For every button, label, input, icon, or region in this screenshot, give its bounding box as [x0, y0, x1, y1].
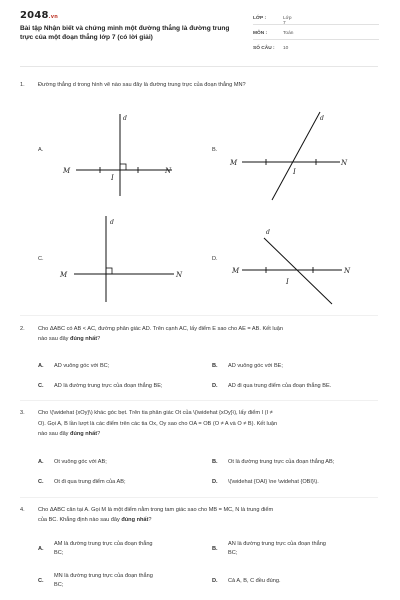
question-4-prefix: của BC. Khẳng định nào sau đây [38, 517, 122, 523]
line-d [272, 112, 320, 200]
divider [253, 24, 379, 25]
question-4-number: 4. [20, 507, 25, 513]
meta-subject-value: Toán [283, 31, 294, 36]
logo-suffix: .vn [48, 14, 58, 20]
option-text: Ot là đường trung trực của đoạn thẳng AB; [228, 459, 335, 465]
option-letter: A. [38, 363, 44, 369]
question-2-suffix: ? [97, 336, 101, 342]
option-text [54, 540, 153, 558]
option-text [54, 572, 153, 590]
divider [20, 400, 378, 401]
label-i: I [286, 278, 289, 286]
figure-b-label[interactable]: B. [212, 147, 218, 153]
question-2-number: 2. [20, 326, 25, 332]
question-2-text [38, 324, 378, 344]
right-angle-mark [120, 164, 126, 170]
option-text: Ot vuông góc với AB; [54, 459, 107, 465]
label-m: M [60, 271, 68, 279]
option-text: AD đi qua trung điểm của đoạn thẳng BE. [228, 383, 332, 389]
question-3-emphasis: đúng nhất [70, 431, 98, 437]
line-d [264, 238, 332, 304]
option-line-1: AN là đường trung trực của đoạn thẳng [228, 541, 326, 547]
label-i: I [293, 168, 296, 176]
question-4-text [38, 505, 378, 525]
label-i: I [111, 174, 114, 182]
label-m: M [232, 267, 240, 275]
right-angle-mark [106, 268, 112, 274]
label-d: d [110, 219, 114, 226]
header-divider [20, 66, 378, 67]
divider [253, 39, 379, 40]
option-text: Cả A, B, C đều đúng. [228, 578, 281, 584]
option-text [228, 540, 326, 558]
label-n: N [165, 167, 172, 175]
question-2-line-1: Cho ΔABC có AB < AC, đường phân giác AD. Trên cạnh AC, lấy điểm E sao cho AE = AB. Kết luận [38, 326, 283, 332]
label-d: d [320, 115, 324, 122]
question-3-prefix: nào sau đây [38, 431, 71, 437]
question-1-number: 1. [20, 82, 25, 88]
option-text: AD vuông góc với BE; [228, 363, 283, 369]
figure-d [228, 216, 368, 306]
meta-class-value: Lớp 7 [283, 16, 292, 26]
page-header [0, 0, 400, 62]
label-n: N [176, 271, 183, 279]
label-d: d [123, 115, 127, 122]
meta-count-value: 10 [283, 46, 289, 51]
question-3-line-2: O). Gọi A, B lần lượt là các điểm trên các tia Ox, Oy sao cho OA = OB (O ≠ A và O ≠ B). Kết luận [38, 420, 278, 427]
option-line-2: BC; [54, 550, 64, 556]
label-n: N [341, 159, 348, 167]
option-text: \(\widehat {OAI} \ne \widehat {OBI}\). [228, 479, 319, 485]
question-1-text: Đường thẳng d trong hình vẽ nào sau đây là đường trung trực của đoạn thẳng MN? [38, 82, 246, 88]
option-letter: B. [212, 363, 218, 369]
question-3-suffix: ? [97, 431, 101, 437]
figure-c-label[interactable]: C. [38, 256, 44, 262]
question-3-line-1: Cho \(\widehat {xOy}\) khác góc bẹt. Trên tia phân giác Ot của \(\widehat {xOy}\), lấy điểm I (I ≠ [38, 410, 273, 416]
option-letter: C. [38, 383, 44, 389]
option-text: Ot đi qua trung điểm của AB; [54, 479, 126, 485]
label-d: d [266, 229, 270, 236]
figure-a-label[interactable]: A. [38, 147, 44, 153]
option-letter: A. [38, 546, 44, 552]
question-3-line-3 [38, 429, 378, 440]
option-line-1: MN là đường trung trực của đoạn thẳng [54, 573, 153, 579]
logo-text: 2048 [20, 10, 49, 21]
option-line-2: BC; [54, 582, 64, 588]
figure-a [60, 108, 190, 198]
site-logo[interactable] [20, 10, 58, 21]
question-4-emphasis: đúng nhất [121, 517, 149, 523]
option-letter: C. [38, 578, 44, 584]
divider [20, 315, 378, 316]
figure-b [228, 108, 368, 203]
question-2-prefix: nào sau đây [38, 336, 71, 342]
option-text: AD vuông góc với BC; [54, 363, 110, 369]
question-3-number: 3. [20, 410, 25, 416]
question-2-emphasis: đúng nhất [70, 336, 98, 342]
option-letter: A. [38, 459, 44, 465]
label-m: M [230, 159, 238, 167]
option-letter: D. [212, 383, 218, 389]
meta-count-label: SỐ CÂU : [253, 46, 275, 51]
question-3-text [38, 408, 378, 440]
figure-c [60, 216, 190, 306]
option-letter: D. [212, 479, 218, 485]
question-4-line-1: Cho ΔABC cân tại A. Gọi M là một điểm nằm trong tam giác sao cho MB = MC, N là trung điểm [38, 507, 274, 513]
option-letter: D. [212, 578, 218, 584]
divider [20, 497, 378, 498]
figure-d-label[interactable]: D. [212, 256, 218, 262]
label-n: N [344, 267, 351, 275]
meta-subject-label: MÔN : [253, 31, 268, 36]
label-m: M [63, 167, 71, 175]
meta-class-label: LỚP : [253, 16, 267, 21]
option-letter: C. [38, 479, 44, 485]
question-4-suffix: ? [148, 517, 152, 523]
question-2-line-2 [38, 334, 378, 344]
option-line-2: BC; [228, 550, 238, 556]
option-line-1: AM là đường trung trực của đoạn thẳng [54, 541, 153, 547]
question-4-line-2 [38, 515, 378, 525]
option-letter: B. [212, 459, 218, 465]
option-letter: B. [212, 546, 218, 552]
page-title: Bài tập Nhận biết và chứng minh một đường thẳng là đường trung trực của một đoạn thẳng lớp 7 (có lời giải) [20, 25, 230, 41]
option-text: AD là đường trung trực của đoạn thẳng BE; [54, 383, 163, 389]
